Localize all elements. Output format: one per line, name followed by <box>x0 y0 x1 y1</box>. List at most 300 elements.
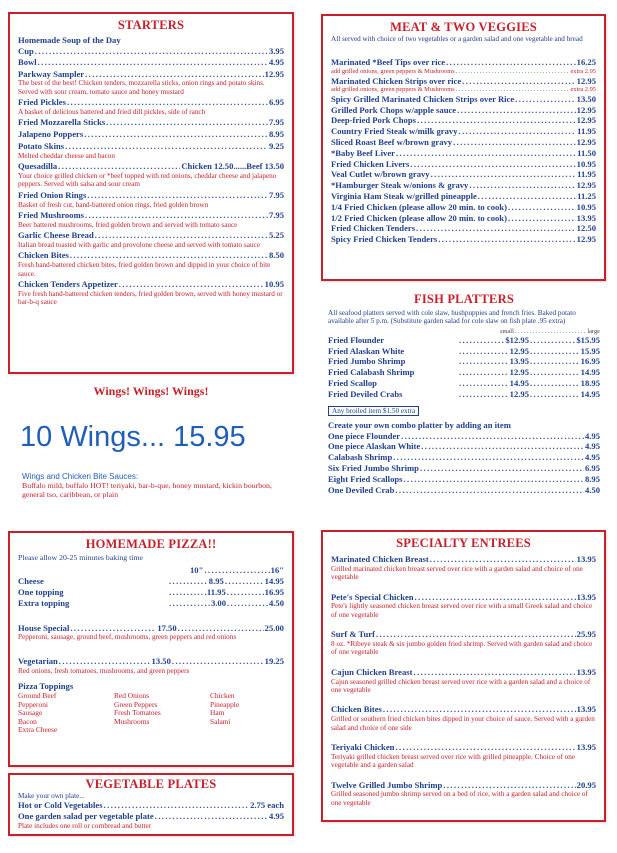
fish-combo-heading: Create your own combo platter by adding an item <box>328 419 511 430</box>
item-price: 16.25 <box>576 57 596 68</box>
item-name: One garden salad per vegetable plate <box>18 811 154 822</box>
topping-item: Extra Cheese <box>18 725 58 735</box>
leader-dots <box>438 234 575 245</box>
menu-item <box>331 667 596 678</box>
wings-sauces: Buffalo mild, buffalo HOT! teriyaki, bar-b-que, honey mustard, kickin bourbon, general tso, caribbean, or plain <box>22 481 272 499</box>
leader-dots <box>396 148 576 159</box>
leader-dots <box>169 576 208 587</box>
pizza-toppings <box>18 692 284 735</box>
fish-row <box>328 335 600 346</box>
pizza-special-row <box>18 656 284 667</box>
item-name: Garlic Cheese Bread <box>18 230 94 241</box>
leader-dots <box>459 346 509 357</box>
leader-dots <box>70 623 156 634</box>
item-price: 4.95 <box>584 441 600 452</box>
price-small: 3.00 <box>210 597 226 608</box>
price-large: 14.95 <box>264 576 284 587</box>
fish-row <box>328 356 600 367</box>
leader-dots <box>119 279 264 290</box>
item-price: 10.95 <box>576 201 596 212</box>
menu-item <box>331 180 596 191</box>
item-desc: Your choice grilled chicken or *beef topped with red onions, cheddar cheese and jalapeno peppers. Served with salsa and sour cream <box>18 172 277 189</box>
item-name: Marinated Chicken Strips over rice <box>331 75 462 86</box>
fish-row <box>328 367 600 378</box>
price-large: 14.95 <box>580 388 600 399</box>
leader-dots <box>58 161 180 172</box>
item-desc: Pete's lightly seasoned chicken breast served over rice with a small Greek salad and choice of one vegetable <box>331 602 593 619</box>
item-price: 6.95 <box>584 462 600 473</box>
item-price: 2.75 each <box>250 800 284 811</box>
leader-dots <box>35 46 268 57</box>
menu-item <box>18 117 284 128</box>
price-small: 12.95 <box>509 388 529 399</box>
price-small: 12.95 <box>509 367 529 378</box>
price-large: 4.50 <box>268 597 284 608</box>
fish-intro: All seafood platters served with cole slaw, hushpuppies and french fries. Baked potato available after 5 p.m. (Substitute garden salad for cole slaw on fish plate .95 extra) <box>328 309 576 326</box>
leader-dots <box>530 378 580 389</box>
item-desc: Melted cheddar cheese and bacon <box>18 151 115 160</box>
item-name: Six Fried Jumbo Shrimp <box>328 462 419 473</box>
topping-item: Sausage <box>18 708 43 718</box>
pizza-special-row <box>18 623 284 634</box>
menu-item <box>331 159 596 170</box>
item-addon <box>331 68 596 75</box>
item-name: Hot or Cold Vegetables <box>18 800 103 811</box>
leader-dots <box>393 452 584 463</box>
item-name: Country Fried Steak w/milk gravy <box>331 126 458 137</box>
topping-item: Chicken <box>210 691 235 700</box>
veg-footer: Plate includes one roll or cornbread and butter <box>18 822 152 830</box>
item-name: Fried Jumbo Shrimp <box>328 356 406 367</box>
item-name: 1/2 Fried Chicken (please allow 20 min. to cook) <box>331 212 507 223</box>
item-price: 5.25 <box>268 230 284 241</box>
leader-dots <box>59 656 151 667</box>
wings-offer: 10 Wings... 15.95 <box>20 421 246 453</box>
item-desc: Five fresh hand-battered chicken tenders, fried golden brown, served with honey mustard or bar-b-q sauce <box>18 289 283 307</box>
meat-title: MEAT & TWO VEGGIES <box>390 20 537 34</box>
item-price: 6.95 <box>268 97 284 108</box>
item-price: 7.95 <box>268 117 284 128</box>
topping-item: Red Onions <box>114 691 150 700</box>
menu-item <box>18 141 284 152</box>
price-small: 14.95 <box>509 378 529 388</box>
item-name: Sliced Roast Beef w/brown gravy <box>331 137 453 147</box>
item-price: 4.95 <box>584 430 600 441</box>
leader-dots <box>383 704 576 715</box>
leader-dots <box>70 250 268 261</box>
menu-item <box>18 46 284 57</box>
leader-dots <box>227 587 264 598</box>
menu-item <box>18 161 284 172</box>
specialty-section <box>321 530 606 822</box>
menu-item <box>331 57 596 68</box>
item-price: 12.95 <box>576 104 596 115</box>
item-price: 12.95 <box>576 75 596 86</box>
item-price: 4.95 <box>268 811 284 822</box>
price-large: 16.95 <box>264 587 284 597</box>
leader-dots <box>65 141 268 152</box>
menu-item <box>18 57 284 68</box>
item-price: 10.95 <box>576 158 596 169</box>
item-price: 8.95 <box>584 473 600 484</box>
item-desc: The best of the best! Chicken tenders, mozzarella sticks, onion rings and potato skins. Served with sour cream, tomato sauce and honey mustard <box>18 79 265 96</box>
leader-dots <box>87 190 268 201</box>
item-name: Deep-fried Pork Chops <box>331 115 416 126</box>
item-price: 9.25 <box>268 141 284 151</box>
fish-broiled: Any broiled item $1.50 extra <box>328 406 419 416</box>
soup-heading: Homemade Soup of the Day <box>18 35 121 45</box>
item-name: Chicken Bites <box>18 250 69 261</box>
meat-intro: All served with choice of two vegetables or a garden salad and one vegetable and bread <box>331 35 583 43</box>
leader-dots <box>453 137 576 148</box>
veg-list <box>18 800 284 822</box>
menu-item <box>18 69 284 80</box>
leader-dots <box>85 69 264 80</box>
menu-item <box>331 137 596 148</box>
fish-col-large: large <box>587 327 600 335</box>
leader-dots <box>414 667 576 678</box>
leader-dots <box>530 346 580 357</box>
menu-item <box>328 441 600 452</box>
leader-dots <box>178 623 264 634</box>
price-large: 18.95 <box>580 378 600 388</box>
leader-dots <box>431 169 577 180</box>
item-price: 12.95 <box>264 68 284 79</box>
item-desc: A basket of delicious battered and fried dill pickles, side of ranch <box>18 108 206 116</box>
topping-item: Fresh Tomatoes <box>114 708 161 718</box>
item-name: Teriyaki Chicken <box>331 742 395 753</box>
leader-dots <box>469 180 575 191</box>
item-name: Vegetarian <box>18 655 58 666</box>
item-price: 20.95 <box>576 779 596 790</box>
pizza-section <box>8 531 294 767</box>
item-price: 4.95 <box>268 56 284 67</box>
item-price: Chicken 12.50......Beef 13.50 <box>181 161 284 172</box>
menu-item <box>331 213 596 224</box>
item-name: Bowl <box>18 56 37 67</box>
item-name: Fried Pickles <box>18 97 66 108</box>
leader-dots <box>85 210 268 221</box>
menu-item <box>331 202 596 213</box>
item-price: 7.95 <box>268 210 284 221</box>
menu-item <box>331 554 596 565</box>
leader-dots <box>530 389 580 400</box>
menu-item <box>18 190 284 201</box>
item-name: Fried Mozzarella Sticks <box>18 117 106 128</box>
menu-item <box>331 629 596 640</box>
item-name: Twelve Grilled Jumbo Shrimp <box>331 779 443 790</box>
leader-dots <box>459 367 509 378</box>
leader-dots <box>155 811 268 822</box>
item-name: One piece Alaskan White <box>328 441 421 452</box>
item-name: Fried Alaskan White <box>328 345 405 356</box>
item-price: 11.50 <box>577 147 596 158</box>
meat-section <box>321 14 606 281</box>
wings-section <box>8 384 294 524</box>
pizza-toppings-heading: Pizza Toppings <box>18 681 74 691</box>
pizza-note: Please allow 20-25 minutes baking time <box>18 553 143 562</box>
item-name: Marinated Chicken Breast <box>331 554 429 564</box>
menu-item <box>331 742 596 753</box>
fish-row <box>328 378 600 389</box>
item-name: Fried Chicken Tenders <box>331 223 416 234</box>
pizza-size-large: 16" <box>270 565 284 576</box>
leader-dots <box>67 97 268 108</box>
pizza-row <box>18 598 284 609</box>
menu-item <box>18 230 284 241</box>
menu-item <box>328 485 600 496</box>
leader-dots <box>459 356 509 367</box>
starters-title: STARTERS <box>117 18 185 32</box>
item-name: One Deviled Crab <box>328 484 395 495</box>
leader-dots <box>459 335 504 346</box>
leader-dots <box>404 474 584 485</box>
leader-dots <box>420 463 584 474</box>
pizza-specials <box>18 623 284 675</box>
item-name: Fried Deviled Crabs <box>328 388 403 399</box>
fish-col-header <box>328 328 600 335</box>
item-desc: Basket of fresh cut, hand-battered onion rings, fried golden brown <box>18 200 209 209</box>
item-name: Extra topping <box>18 597 70 608</box>
leader-dots <box>104 800 250 811</box>
leader-dots <box>456 68 570 75</box>
menu-item <box>328 474 600 485</box>
item-name: One piece Flounder <box>328 430 401 441</box>
menu-item <box>331 592 596 603</box>
price-large: 15.95 <box>580 345 600 356</box>
addon-name: add grilled onions, green peppers & Mushrooms <box>331 68 455 76</box>
item-price: 13.95 <box>576 742 596 753</box>
leader-dots <box>508 202 576 213</box>
toppings-col-1 <box>18 692 114 735</box>
item-addon <box>331 86 596 93</box>
leader-dots <box>459 378 509 389</box>
menu-item <box>18 800 284 811</box>
price-small: $12.95 <box>505 334 529 345</box>
leader-dots <box>84 129 268 140</box>
item-name: Spicy Grilled Marinated Chicken Strips over Rice <box>331 93 515 104</box>
item-price: 12.95 <box>576 137 596 147</box>
price-small: 11.95 <box>206 587 226 597</box>
item-price: 11.95 <box>577 169 596 180</box>
item-price: 13.95 <box>576 212 596 223</box>
pizza-row <box>18 587 284 598</box>
item-name: Fried Scallop <box>328 378 377 388</box>
menu-item <box>328 463 600 474</box>
item-price: 12.95 <box>576 180 596 191</box>
topping-item: Ham <box>210 708 225 718</box>
addon-price: extra 2.95 <box>570 68 596 76</box>
item-desc: Fresh hand-battered chicken bites, fried golden brown and dipped in your choice of bite sauce. <box>18 261 271 278</box>
item-price: 12.95 <box>576 234 596 245</box>
leader-dots <box>508 213 576 224</box>
menu-item <box>331 780 596 791</box>
veg-note: Make your own plate... <box>18 792 85 800</box>
item-desc: Red onions, fresh tomatoes, mushrooms, and green peppers <box>18 666 190 675</box>
price-small: 13.95 <box>509 356 529 367</box>
item-name: Fried Flounder <box>328 334 385 345</box>
topping-item: Pepperoni <box>18 699 48 709</box>
specialty-list <box>331 554 596 807</box>
item-name: Fried Calabash Shrimp <box>328 367 415 378</box>
price-large: 25.00 <box>264 622 284 633</box>
pizza-size-header <box>18 565 284 576</box>
pizza-row <box>18 576 284 587</box>
menu-item <box>331 148 596 159</box>
item-name: Surf & Turf <box>331 629 375 640</box>
item-name: Potato Skins <box>18 141 65 151</box>
wings-sauces-heading: Wings and Chicken Bite Sauces: <box>22 472 139 481</box>
leader-dots <box>430 554 576 565</box>
item-price: 8.95 <box>268 129 284 140</box>
leader-dots <box>421 441 584 452</box>
item-name: Grilled Pork Chops w/apple sauce <box>331 104 457 115</box>
topping-item: Salami <box>210 716 231 726</box>
addon-price: extra 2.95 <box>570 86 596 94</box>
item-price: 13.95 <box>576 554 596 564</box>
item-name: Cajun Chicken Breast <box>331 666 413 677</box>
leader-dots <box>462 76 575 87</box>
wings-banner: Wings! Wings! Wings! <box>93 384 209 398</box>
item-name: *Baby Beef Liver <box>331 147 395 158</box>
item-price: 13.95 <box>576 704 596 715</box>
item-name: Chicken Bites <box>331 704 382 715</box>
pizza-title: HOMEMADE PIZZA!! <box>85 537 217 551</box>
menu-item <box>18 279 284 290</box>
menu-item <box>331 126 596 137</box>
item-name: One topping <box>18 587 64 597</box>
price-large: 14.95 <box>580 367 600 378</box>
item-name: *Hamburger Steak w/onions & gravy <box>331 180 469 191</box>
menu-item <box>331 223 596 234</box>
leader-dots <box>416 223 576 234</box>
item-name: Cup <box>18 46 34 56</box>
fish-col-small: small <box>500 327 514 335</box>
item-price: 12.50 <box>576 223 596 234</box>
specialty-title: SPECIALTY ENTREES <box>396 536 531 550</box>
item-price: 7.95 <box>268 189 284 200</box>
item-price: 11.25 <box>577 190 596 201</box>
price-large: $15.95 <box>576 334 600 345</box>
starters-list <box>18 46 284 307</box>
price-small: 17.50 <box>157 622 177 633</box>
menu-item <box>331 191 596 202</box>
leader-dots <box>459 126 577 137</box>
leader-dots <box>459 389 509 400</box>
price-large: 19.25 <box>264 655 284 666</box>
topping-item: Bacon <box>18 716 37 726</box>
item-price: 13.95 <box>576 591 596 602</box>
item-name: Veal Cutlet w/brown gravy <box>331 169 430 180</box>
leader-dots <box>417 115 576 126</box>
item-name: Virginia Ham Steak w/grilled pineapple <box>331 190 477 201</box>
topping-item: Ground Beef <box>18 691 57 700</box>
item-desc: 8 oz. *Ribeye steak & six jumbo golden fried shrimp. Served with garden salad and choice of one vegetable <box>331 640 593 657</box>
menu-item <box>18 811 284 822</box>
leader-dots <box>515 94 575 105</box>
item-name: Jalapeno Poppers <box>18 129 84 140</box>
leader-dots <box>478 191 576 202</box>
item-price: 4.50 <box>584 484 600 495</box>
leader-dots <box>530 335 575 346</box>
leader-dots <box>169 587 206 598</box>
item-name: Calabash Shrimp <box>328 452 393 463</box>
leader-dots <box>376 629 576 640</box>
item-price: 13.95 <box>576 666 596 677</box>
item-price: 4.95 <box>584 452 600 463</box>
leader-dots <box>415 592 576 603</box>
leader-dots <box>225 576 264 587</box>
item-name: House Special <box>18 622 70 633</box>
item-name: Quesadilla <box>18 161 58 172</box>
menu-item <box>328 452 600 463</box>
toppings-col-3 <box>210 692 239 735</box>
item-desc: Beer battered mushrooms, fried golden brown and served with tomato sauce <box>18 220 238 229</box>
leader-dots <box>446 57 576 68</box>
item-desc: Grilled seasoned jumbo shrimp served on a bed of rice, with a garden salad and choice of one vegetable <box>331 790 588 807</box>
item-desc: Italian bread toasted with garlic and provolone cheese and served with tomato sauce <box>18 241 260 250</box>
price-small: 12.95 <box>509 345 529 356</box>
toppings-col-2 <box>114 692 210 735</box>
menu-item <box>331 76 596 87</box>
leader-dots <box>172 656 264 667</box>
item-name: Marinated *Beef Tips over rice <box>331 57 446 68</box>
menu-item <box>331 115 596 126</box>
item-price: 8.50 <box>268 250 284 261</box>
item-name: Parkway Sampler <box>18 68 85 79</box>
item-desc: Teriyaki grilled chicken breast served over rice with grilled pineapple. Choice of one vegetable and a garden salad <box>331 752 575 770</box>
menu-item <box>328 431 600 442</box>
item-desc: Pepperoni, sausage, ground beef, mushrooms, green peppers and red onions <box>18 633 237 642</box>
fish-row <box>328 389 600 400</box>
price-small: 13.50 <box>151 655 171 666</box>
item-name: Pete's Special Chicken <box>331 591 414 602</box>
addon-name: add grilled onions, green peppers & Mushrooms <box>331 86 455 94</box>
menu-item <box>18 210 284 221</box>
leader-dots <box>395 485 584 496</box>
item-name: Chicken Tenders Appetizer <box>18 279 118 290</box>
veg-section <box>8 773 294 836</box>
menu-item <box>331 704 596 715</box>
item-price: 25.95 <box>576 629 596 640</box>
item-desc: Grilled or southern fried chicken bites dipped in your choice of sauce. Served with a garden salad and choice of one side <box>331 715 595 732</box>
leader-dots <box>457 105 576 116</box>
item-name: Cheese <box>18 576 44 587</box>
item-desc: Cajun seasoned grilled chicken breast served over rice with a garden salad and a choice of one vegetable <box>331 677 591 695</box>
item-price: 3.95 <box>268 46 284 56</box>
meat-list <box>331 57 596 245</box>
menu-item <box>331 234 596 245</box>
item-name: Eight Fried Scallops <box>328 473 403 484</box>
price-large: 16.95 <box>580 356 600 367</box>
pizza-rows <box>18 576 284 608</box>
leader-dots <box>530 356 580 367</box>
item-price: 12.95 <box>576 115 596 126</box>
pizza-size-small: 10" <box>190 565 204 576</box>
leader-dots <box>38 57 268 68</box>
menu-item <box>331 105 596 116</box>
fish-title: FISH PLATTERS <box>414 292 514 306</box>
menu-item <box>331 94 596 105</box>
leader-dots <box>456 86 570 93</box>
veg-title: VEGETABLE PLATES <box>85 777 217 791</box>
fish-list <box>328 335 600 400</box>
price-small: 8.95 <box>208 576 224 587</box>
leader-dots <box>395 742 575 753</box>
item-name: 1/4 Fried Chicken (please allow 20 min. to cook) <box>331 201 507 212</box>
menu-item <box>18 129 284 140</box>
item-name: Fried Mushrooms <box>18 210 84 221</box>
